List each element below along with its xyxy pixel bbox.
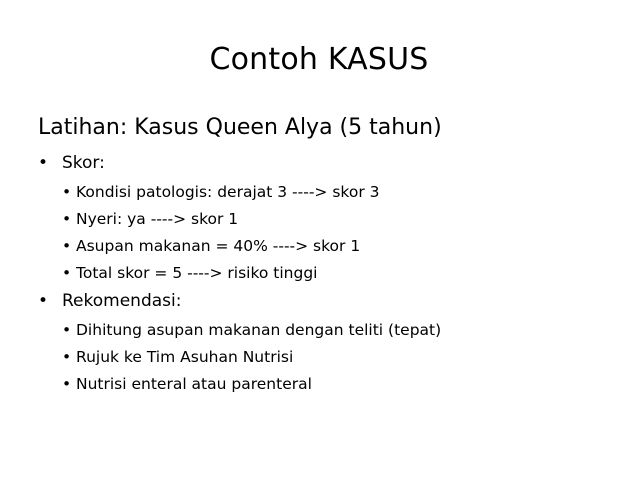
- bullet-icon: •: [62, 264, 72, 282]
- section-skor: [38, 152, 105, 174]
- list-item: [62, 262, 317, 284]
- list-item: [62, 235, 360, 257]
- list-item-text: Asupan makanan = 40% ----> skor 1: [76, 237, 361, 255]
- slide-subtitle: Latihan: Kasus Queen Alya (5 tahun): [38, 115, 442, 140]
- list-item-text: Kondisi patologis: derajat 3 ----> skor 3: [76, 183, 380, 201]
- section-label: Skor:: [62, 153, 105, 173]
- list-item: [62, 319, 441, 341]
- bullet-icon: •: [38, 153, 49, 173]
- slide-title: Contoh KASUS: [209, 42, 429, 77]
- list-item-text: Nutrisi enteral atau parenteral: [76, 375, 312, 393]
- bullet-icon: •: [62, 183, 72, 201]
- list-item-text: Total skor = 5 ----> risiko tinggi: [76, 264, 318, 282]
- list-item-text: Nyeri: ya ----> skor 1: [76, 210, 239, 228]
- bullet-icon: •: [62, 321, 72, 339]
- list-item-text: Dihitung asupan makanan dengan teliti (tepat): [76, 321, 442, 339]
- bullet-icon: •: [62, 210, 72, 228]
- bullet-icon: •: [62, 237, 72, 255]
- list-item: [62, 346, 293, 368]
- list-item: [62, 208, 238, 230]
- bullet-icon: •: [62, 375, 72, 393]
- list-item-text: Rujuk ke Tim Asuhan Nutrisi: [76, 348, 294, 366]
- bullet-icon: •: [62, 348, 72, 366]
- list-item: [62, 373, 312, 395]
- section-label: Rekomendasi:: [62, 291, 182, 311]
- bullet-icon: •: [38, 291, 49, 311]
- section-rekomendasi: [38, 290, 181, 312]
- list-item: [62, 181, 379, 203]
